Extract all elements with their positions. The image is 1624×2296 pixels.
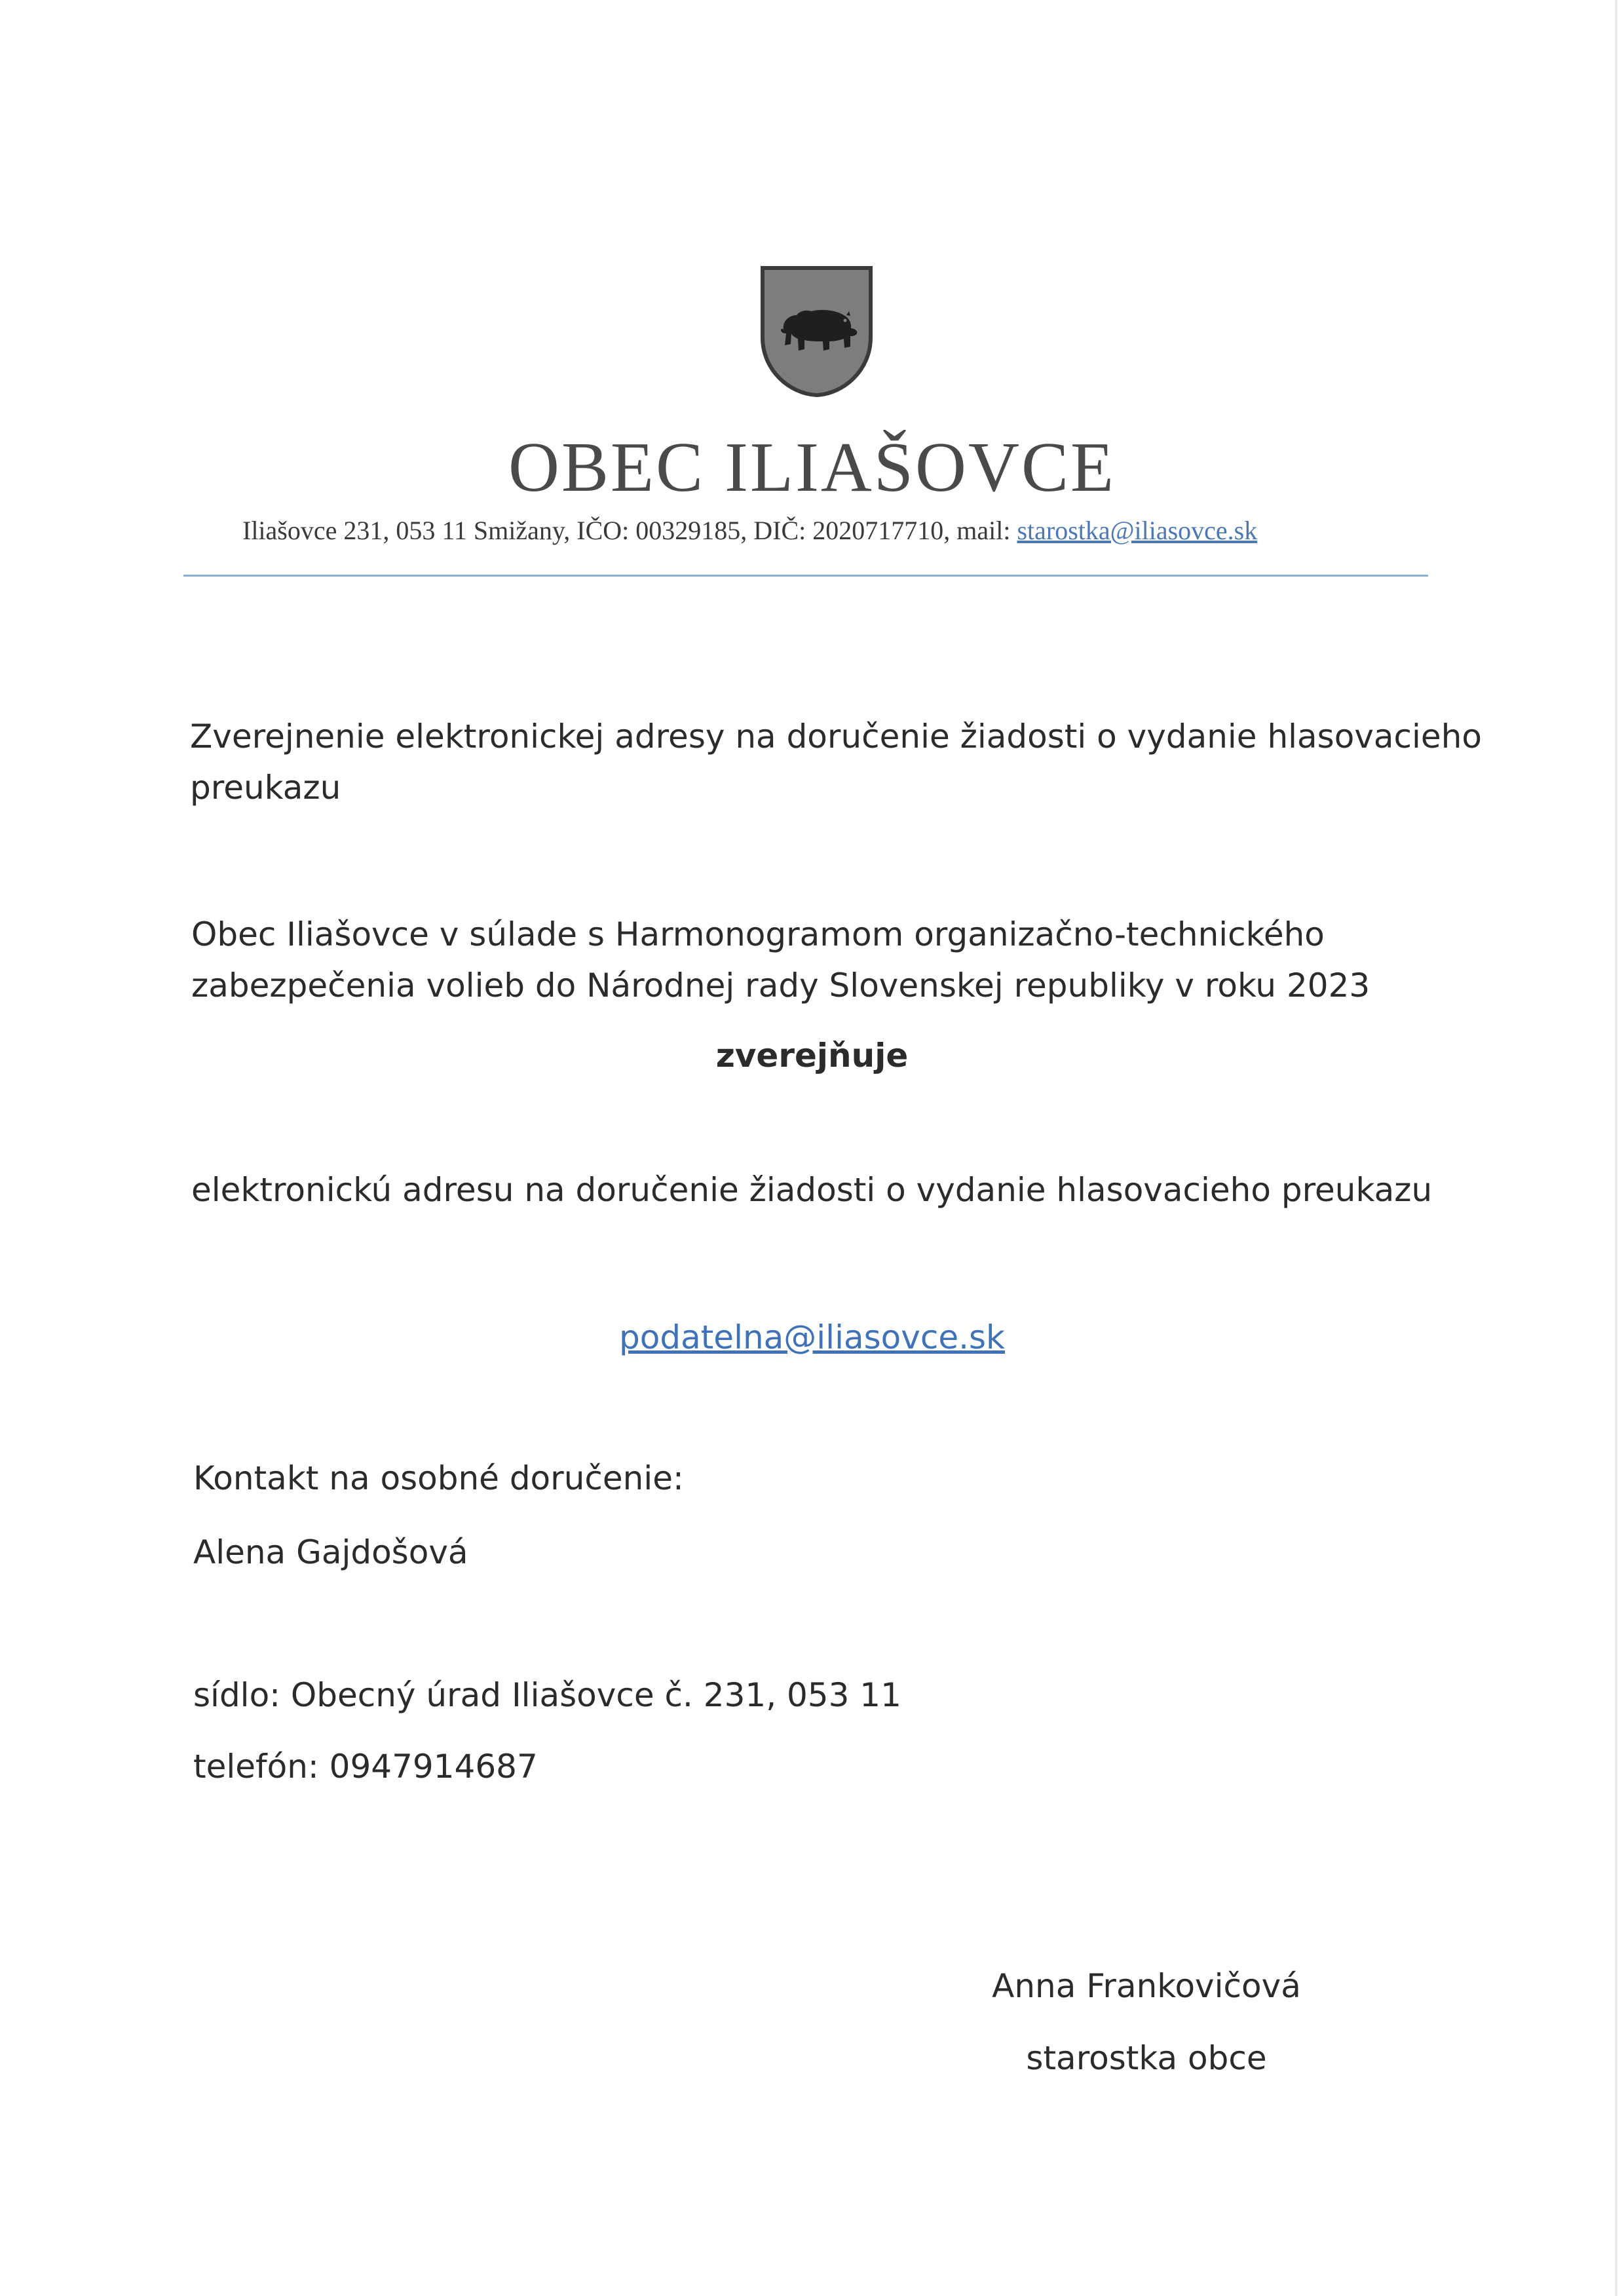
intro-paragraph [191,909,1370,1011]
subject-line-1: Zverejnenie elektronickej adresy na doručenie žiadosti o vydanie hlasovacieho [190,718,1482,756]
contact-name: Alena Gajdošová [193,1533,468,1571]
header-email-link[interactable]: starostka@iliasovce.sk [1017,516,1258,545]
published-email-link [0,1312,1624,1363]
published-email[interactable]: podatelna@iliasovce.sk [619,1318,1005,1356]
intro-line-2: zabezpečenia volieb do Národnej rady Slovenskej republiky v roku 2023 [191,966,1370,1004]
header-address: Iliašovce 231, 053 11 Smižany, IČO: 00329185, DIČ: 2020717710, mail: [242,516,1017,545]
bear-coat-of-arms-icon [759,265,875,398]
intro-line-1: Obec Iliašovce v súlade s Harmonogramom organizačno-technického [191,915,1325,953]
contact-label: Kontakt na osobné doručenie: [193,1459,684,1497]
header-divider [183,575,1428,577]
address-description: elektronickú adresu na doručenie žiadosti o vydanie hlasovacieho preukazu [191,1171,1433,1209]
signatory-title: starostka obce [1026,2039,1267,2077]
office-address: sídlo: Obecný úrad Iliašovce č. 231, 053 11 [193,1676,901,1714]
phone-number: telefón: 0947914687 [193,1748,538,1786]
subject-line-2: preukazu [190,769,341,807]
announcement-verb: zverejňuje [715,1037,909,1075]
page-edge [1615,0,1617,2296]
organization-name: OBEC ILIAŠOVCE [508,429,1116,507]
signatory-name: Anna Frankovičová [992,1967,1301,2005]
header-contact-info [242,518,1257,544]
subject-heading [190,711,1482,813]
